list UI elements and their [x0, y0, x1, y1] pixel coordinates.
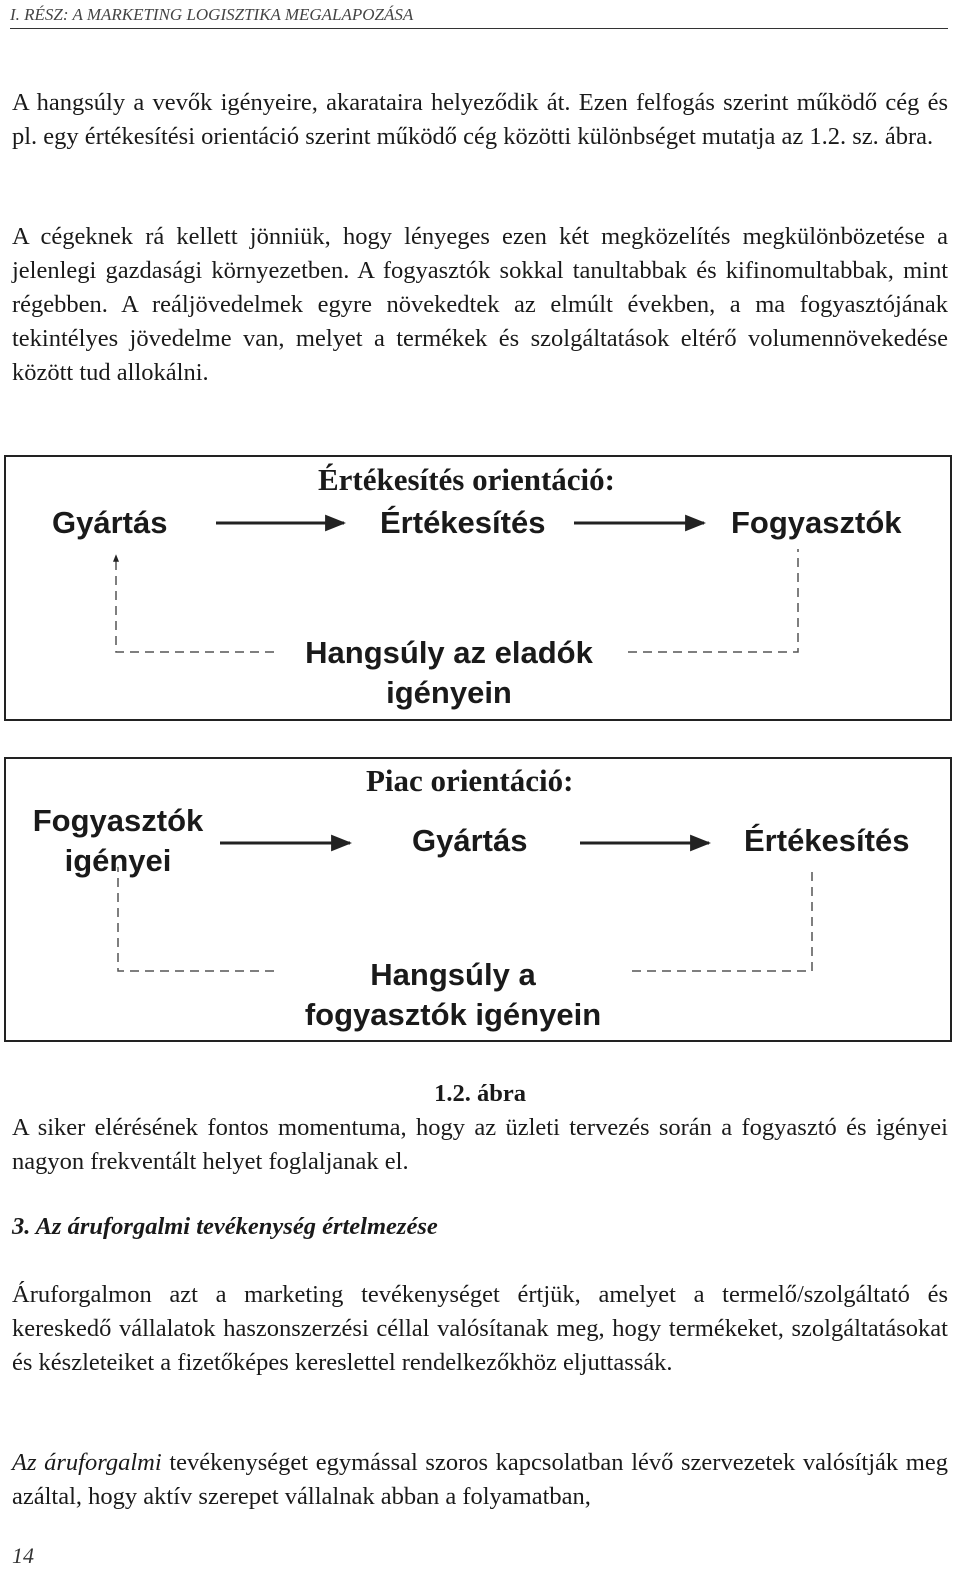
- node-consumer-needs-line-1: Fogyasztók: [32, 803, 204, 838]
- running-header: I. RÉSZ: A MARKETING LOGISZTIKA MEGALAPOZÁSA: [10, 2, 948, 29]
- section-title: 3. Az áruforgalmi tevékenység értelmezése: [12, 1213, 438, 1240]
- emphasis-label: [284, 633, 614, 713]
- node-consumer-needs: [18, 801, 218, 881]
- node-consumers: Fogyasztók: [731, 505, 902, 540]
- paragraph-organizations-text: tevékenységet egymással szoros kapcsolatban lévő szervezetek valósítják meg azáltal, hogy aktív szerepet vállalnak abban a folyamatban,: [12, 1449, 948, 1510]
- diagram-title: Piac orientáció:: [366, 763, 574, 798]
- emphasis-label: [268, 955, 638, 1035]
- paragraph-organizations: [12, 1446, 948, 1514]
- emphasis-line-1: Hangsúly az eladók: [305, 635, 593, 670]
- diagram-sales-orientation: [4, 455, 952, 721]
- node-consumer-needs-line-2: igényei: [64, 843, 172, 878]
- paragraph-definition: Áruforgalmon azt a marketing tevékenységet értjük, amelyet a termelő/szolgáltató és kereskedő vállalatok haszonszerzési céllal valósítanak meg, hogy termékeket, szolgáltatásokat és készleteiket a fizetőképes kereslettel rendelkezőkhöz eljuttassák.: [12, 1281, 948, 1376]
- paragraph-success: A siker elérésének fontos momentuma, hogy az üzleti tervezés során a fogyasztó és igényei nagyon frekventált helyet foglaljanak el.: [12, 1114, 948, 1175]
- emphasis-line-2: igényein: [386, 675, 512, 710]
- node-sales: Értékesítés: [744, 823, 910, 858]
- diagram-market-orientation: [4, 757, 952, 1042]
- diagram-title: Értékesítés orientáció:: [318, 462, 615, 497]
- figure-caption: 1.2. ábra: [434, 1080, 526, 1107]
- feedback-dashed-left: [118, 867, 274, 971]
- page-number: 14: [12, 1543, 34, 1568]
- emphasis-line-1: Hangsúly a: [370, 957, 536, 992]
- node-production: Gyártás: [52, 505, 168, 540]
- feedback-dashed-left: [116, 555, 274, 652]
- paragraph-consumers: A cégeknek rá kellett jönniük, hogy lényeges ezen két megközelítés megkülönbözetése a jelenlegi gazdasági környezetben. A fogyasztók sokkal tanultabbak és kifinomultabbak, mint régebben. A reáljövedelmek egyre növekedtek az elmúlt években, a ma fogyasztójának tekintélyes jövedelme van, melyet a termékek és szolgáltatások eltérő volumennövekedése között tud allokálni.: [12, 223, 948, 386]
- node-sales: Értékesítés: [380, 505, 546, 540]
- feedback-dashed-right: [628, 549, 798, 652]
- italic-term: Az áruforgalmi: [12, 1449, 162, 1476]
- paragraph-intro: A hangsúly a vevők igényeire, akarataira helyeződik át. Ezen felfogás szerint működő cég és pl. egy értékesítési orientáció szerint működő cég közötti különbséget mutatja az 1.2. sz. ábra.: [12, 89, 948, 150]
- emphasis-line-2: fogyasztók igényein: [304, 997, 602, 1032]
- feedback-dashed-right: [632, 867, 812, 971]
- node-production: Gyártás: [412, 823, 528, 858]
